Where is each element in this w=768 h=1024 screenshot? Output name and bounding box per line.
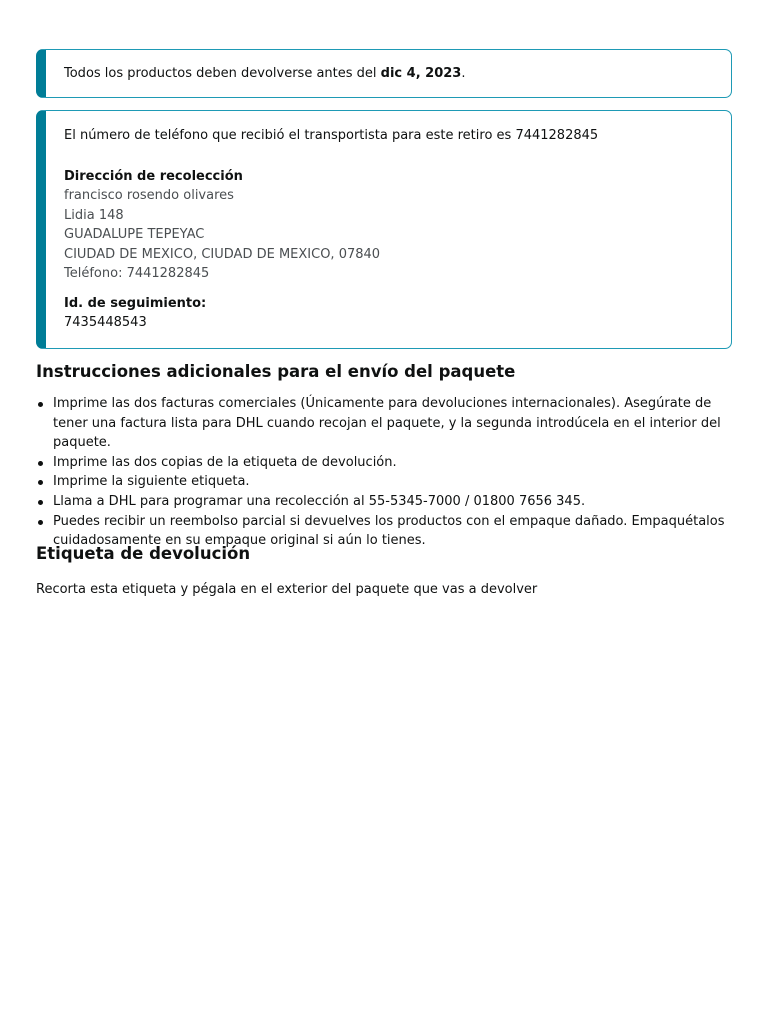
list-item xyxy=(36,492,736,512)
list-item-text: Llama a DHL para programar una recolección al 55-5345-7000 / 01800 7656 345. xyxy=(53,493,586,509)
list-item-text: Imprime las dos facturas comerciales (Únicamente para devoluciones internacionales). Asegúrate de tener una factura lista para DHL cuando recojan el paquete, y la segunda introdúcela en el interior del paquete. xyxy=(53,396,721,451)
address-street: Lidia 148 xyxy=(64,207,124,223)
instructions-heading: Instrucciones adicionales para el envío del paquete xyxy=(36,362,516,381)
bullet-icon xyxy=(38,520,43,525)
list-item xyxy=(36,453,736,473)
list-item-text: Puedes recibir un reembolso parcial si devuelves los productos con el empaque dañado. Empaquétalos cuidadosamente en su empaque original si aún lo tienes. xyxy=(53,513,725,549)
list-item-text: Imprime las dos copias de la etiqueta de devolución. xyxy=(53,454,397,470)
bullet-icon xyxy=(38,402,43,407)
carrier-phone-notice: El número de teléfono que recibió el transportista para este retiro es 7441282845 xyxy=(64,128,599,143)
deadline-prefix: Todos los productos deben devolverse antes del xyxy=(64,65,381,81)
return-deadline-text xyxy=(64,65,465,83)
list-item-text: Imprime la siguiente etiqueta. xyxy=(53,474,250,490)
tracking-id: 7435448543 xyxy=(64,315,147,330)
bullet-icon xyxy=(38,500,43,505)
list-item xyxy=(36,394,736,453)
deadline-suffix: . xyxy=(461,65,466,81)
pickup-details-alert xyxy=(36,110,732,349)
pickup-address-label: Dirección de recolección xyxy=(64,168,243,184)
return-deadline-alert xyxy=(36,49,732,98)
return-label-heading: Etiqueta de devolución xyxy=(36,544,251,563)
deadline-date: dic 4, 2023 xyxy=(380,65,462,81)
list-item xyxy=(36,472,736,492)
tracking-block xyxy=(64,294,717,333)
bullet-icon xyxy=(38,480,43,485)
address-phone: Teléfono: 7441282845 xyxy=(64,266,210,281)
address-name: francisco rosendo olivares xyxy=(64,188,234,203)
bullet-icon xyxy=(38,461,43,466)
instructions-list xyxy=(36,394,736,551)
return-label-instructions: Recorta esta etiqueta y pégala en el exterior del paquete que vas a devolver xyxy=(36,582,538,597)
tracking-label: Id. de seguimiento: xyxy=(64,295,207,311)
address-city: CIUDAD DE MEXICO, CIUDAD DE MEXICO, 07840 xyxy=(64,246,381,262)
address-neighborhood: GUADALUPE TEPEYAC xyxy=(64,227,205,242)
pickup-address xyxy=(64,167,717,284)
